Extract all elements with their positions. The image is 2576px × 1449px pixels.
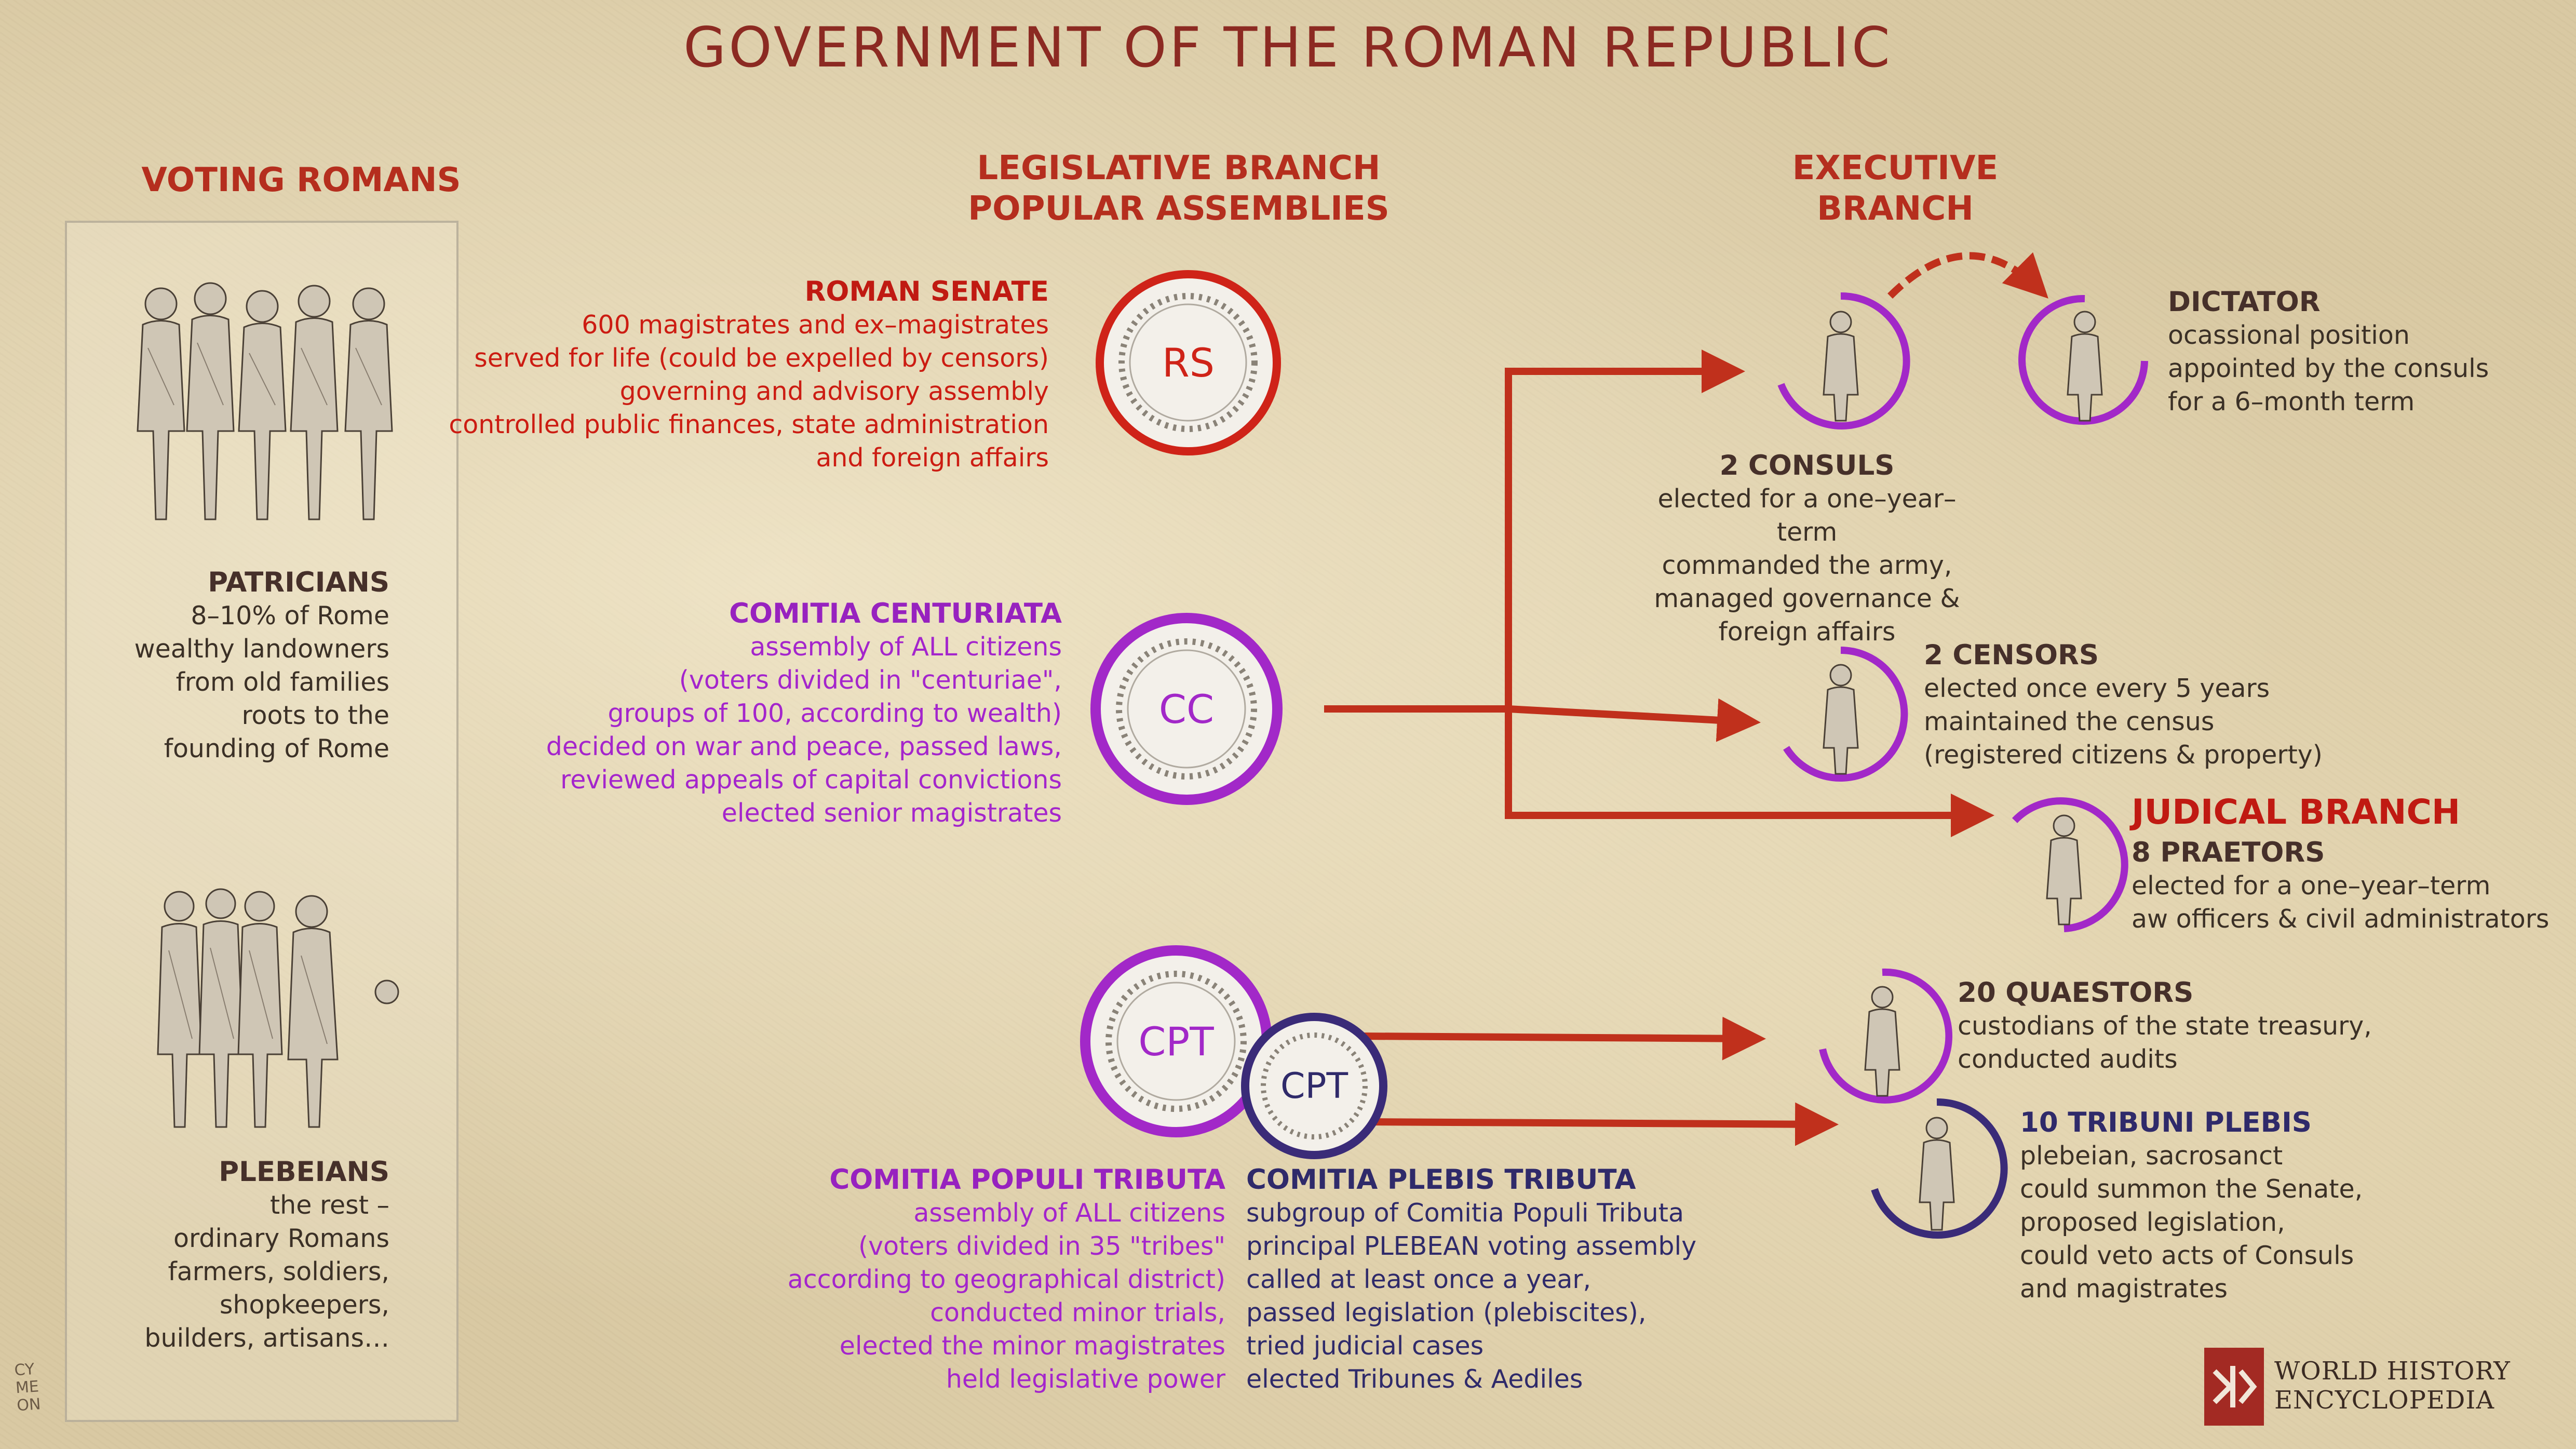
executive-header-line-1: EXECUTIVE <box>1792 149 1999 187</box>
populi-tributa-seal <box>1080 945 1272 1137</box>
senate-line: governing and advisory assembly <box>619 377 1049 406</box>
arrow-to-censors <box>1508 709 1750 722</box>
centuriata-line: reviewed appeals of capital convictions <box>560 765 1062 795</box>
populi-tributa-line: according to geographical district) <box>787 1265 1225 1294</box>
centuriata-line: assembly of ALL citizens <box>750 632 1062 662</box>
plebeians-title: PLEBEIANS <box>219 1156 389 1188</box>
centuriata-description <box>447 597 1062 830</box>
senate-seal <box>1096 270 1281 455</box>
tribuni-line: and magistrates <box>2020 1274 2228 1304</box>
consuls-description <box>1646 449 1968 649</box>
praetor-portrait <box>1994 795 2134 935</box>
signature-line: ME <box>15 1377 40 1398</box>
tribuni-line: plebeian, sacrosanct <box>2020 1141 2283 1171</box>
populi-tributa-description <box>691 1163 1225 1396</box>
arrow-consuls-to-dictator <box>1890 256 2041 296</box>
centuriata-seal-label: CC <box>1158 686 1215 732</box>
praetors-description <box>2132 836 2568 936</box>
consuls-line: foreign affairs <box>1718 617 1896 647</box>
plebeians-line: ordinary Romans <box>173 1224 389 1253</box>
plebeians-line: the rest – <box>269 1190 389 1220</box>
consuls-line: commanded the army, <box>1662 551 1952 580</box>
quaestor-portrait <box>1812 966 1952 1106</box>
patricians-line: wealthy landowners <box>134 634 389 664</box>
senate-seal-label: RS <box>1162 340 1215 386</box>
senate-description <box>410 275 1049 475</box>
plebeians-line: builders, artisans… <box>144 1323 389 1353</box>
censors-line: maintained the census <box>1924 707 2215 736</box>
censors-description <box>1924 639 2370 772</box>
centuriata-line: groups of 100, according to wealth) <box>608 699 1062 728</box>
plebis-tributa-title: COMITIA PLEBIS TRIBUTA <box>1246 1164 1636 1196</box>
populi-tributa-title: COMITIA POPULI TRIBUTA <box>829 1164 1225 1196</box>
whe-logo-icon[interactable] <box>2204 1348 2264 1426</box>
centuriata-line: elected senior magistrates <box>721 798 1062 828</box>
tribuni-line: could veto acts of Consuls <box>2020 1241 2354 1270</box>
patricians-line: roots to the <box>241 701 389 730</box>
censors-title: 2 CENSORS <box>1924 639 2099 671</box>
censor-portrait <box>1771 644 1911 784</box>
patricians-line: 8–10% of Rome <box>191 601 389 630</box>
whe-logo-mark <box>2204 1348 2264 1426</box>
plebis-tributa-line: tried judicial cases <box>1246 1331 1484 1361</box>
dictator-title: DICTATOR <box>2168 286 2321 318</box>
dictator-line: appointed by the consuls <box>2168 354 2489 383</box>
centuriata-seal <box>1090 613 1283 805</box>
quaestors-description <box>1958 976 2404 1076</box>
plebis-tributa-line: principal PLEBEAN voting assembly <box>1246 1231 1697 1261</box>
centuriata-line: (voters divided in "centuriae", <box>679 665 1062 695</box>
plebis-tributa-description <box>1246 1163 1765 1396</box>
executive-header-line-2: BRANCH <box>1817 190 1974 228</box>
consuls-line: elected for a one–year–term <box>1657 484 1957 547</box>
legislative-header-line-1: LEGISLATIVE BRANCH <box>977 149 1381 187</box>
arrow-to-tribuni <box>1363 1122 1828 1124</box>
consul-portrait <box>1771 291 1911 431</box>
tribuni-description <box>2020 1106 2446 1306</box>
voting-romans-header: VOTING ROMANS <box>141 161 461 199</box>
praetors-line: aw officers & civil administrators <box>2132 904 2550 934</box>
plebeians-line: shopkeepers, <box>219 1290 389 1320</box>
signature-line: CY <box>14 1360 35 1380</box>
populi-tributa-line: held legislative power <box>946 1364 1225 1394</box>
populi-tributa-line: conducted minor trials, <box>930 1298 1225 1327</box>
senate-title: ROMAN SENATE <box>804 276 1049 307</box>
dictator-line: for a 6–month term <box>2168 387 2415 417</box>
centuriata-title: COMITIA CENTURIATA <box>729 598 1062 629</box>
consuls-line: managed governance & <box>1654 584 1960 613</box>
legislative-header-line-2: POPULAR ASSEMBLIES <box>968 190 1390 228</box>
patricians-line: from old families <box>176 667 389 697</box>
dictator-line: ocassional position <box>2168 320 2410 350</box>
judicial-branch-header: JUDICAL BRANCH <box>2132 792 2461 832</box>
quaestors-title: 20 QUAESTORS <box>1958 977 2194 1009</box>
senate-line: and foreign affairs <box>816 443 1049 473</box>
plebis-tributa-seal <box>1241 1013 1387 1159</box>
populi-tributa-line: elected the minor magistrates <box>839 1331 1225 1361</box>
whe-logo-text[interactable] <box>2274 1357 2565 1415</box>
quaestors-line: custodians of the state treasury, <box>1958 1011 2372 1041</box>
logo-line-2: ENCYCLOPEDIA <box>2274 1386 2495 1415</box>
populi-tributa-seal-label: CPT <box>1138 1018 1214 1065</box>
signature-line: ON <box>16 1395 42 1415</box>
quaestors-line: conducted audits <box>1958 1044 2178 1074</box>
tribuni-title: 10 TRIBUNI PLEBIS <box>2020 1107 2312 1138</box>
plebis-tributa-line: elected Tribunes & Aediles <box>1246 1364 1583 1394</box>
praetors-line: elected for a one–year–term <box>2132 871 2491 901</box>
patricians-line: founding of Rome <box>164 734 389 763</box>
plebis-tributa-line: called at least once a year, <box>1246 1265 1592 1294</box>
senate-line: served for life (could be expelled by censors) <box>474 343 1049 373</box>
populi-tributa-line: (voters divided in 35 "tribes" <box>858 1231 1225 1261</box>
dictator-description <box>2168 286 2531 419</box>
centuriata-line: decided on war and peace, passed laws, <box>546 732 1062 761</box>
praetors-title: 8 PRAETORS <box>2132 837 2325 868</box>
tribuni-line: proposed legislation, <box>2020 1208 2285 1237</box>
dictator-portrait <box>2015 291 2155 431</box>
plebis-tributa-seal-label: CPT <box>1280 1065 1348 1107</box>
tribune-portrait <box>1864 1096 2009 1241</box>
populi-tributa-line: assembly of ALL citizens <box>913 1198 1225 1228</box>
senate-line: controlled public finances, state administration <box>449 410 1049 439</box>
censors-line: (registered citizens & property) <box>1924 740 2323 770</box>
plebeians-line: farmers, soldiers, <box>168 1257 389 1286</box>
tribuni-line: could summon the Senate, <box>2020 1174 2363 1204</box>
patricians-title: PATRICIANS <box>208 567 389 598</box>
page-title: GOVERNMENT OF THE ROMAN REPUBLIC <box>683 16 1893 79</box>
senate-line: 600 magistrates and ex–magistrates <box>582 310 1049 340</box>
plebis-tributa-line: subgroup of Comitia Populi Tributa <box>1246 1198 1684 1228</box>
logo-line-1: WORLD HISTORY <box>2274 1357 2511 1386</box>
censors-line: elected once every 5 years <box>1924 674 2270 703</box>
consuls-title: 2 CONSULS <box>1719 450 1895 481</box>
arrow-to-quaestors <box>1360 1036 1755 1039</box>
plebis-tributa-line: passed legislation (plebiscites), <box>1246 1298 1647 1327</box>
